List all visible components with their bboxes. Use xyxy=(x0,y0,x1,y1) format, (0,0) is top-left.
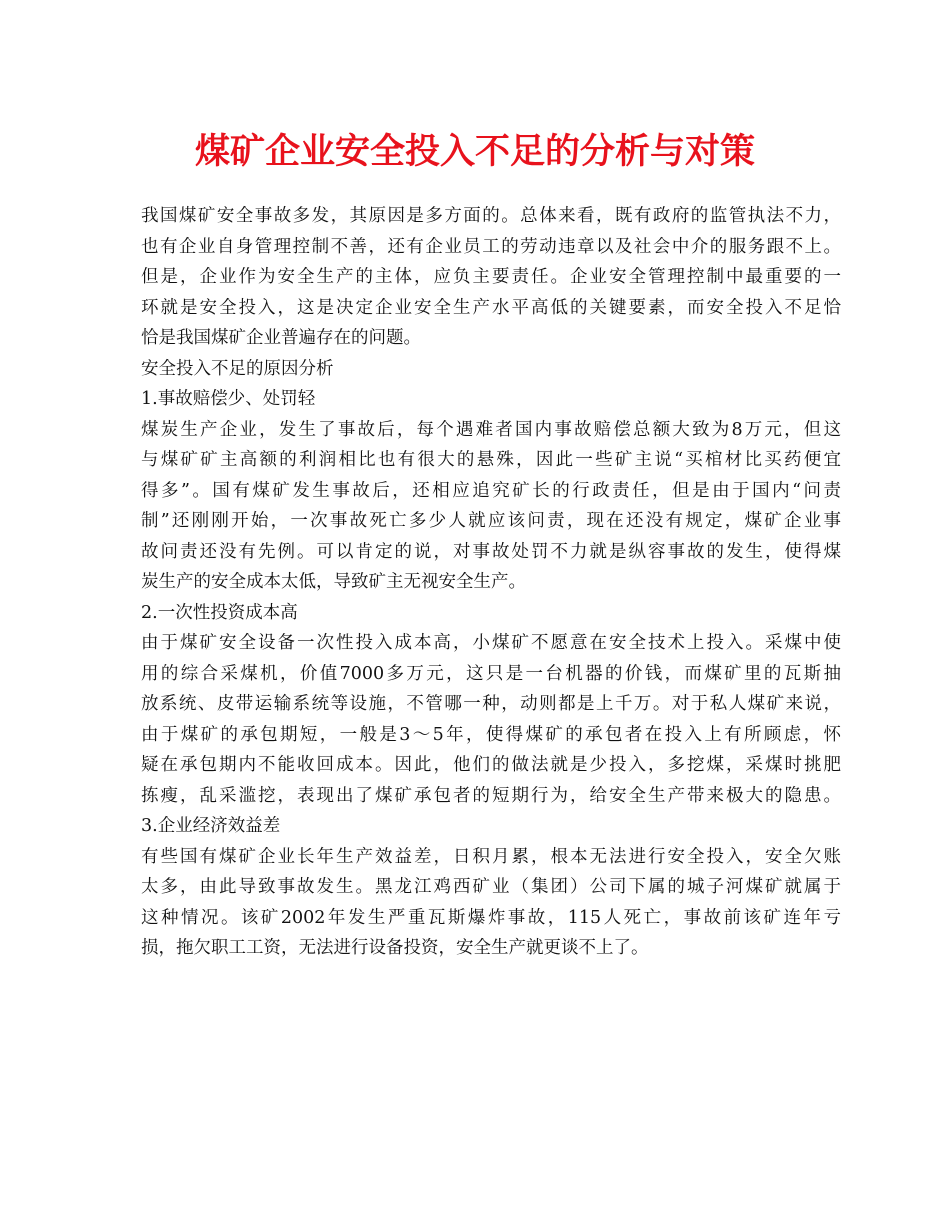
paragraph-line: 制”还刚刚开始，一次事故死亡多少人就应该问责，现在还没有规定，煤矿企业事 xyxy=(141,511,841,531)
paragraph-line: 故问责还没有先例。可以肯定的说，对事故处罚不力就是纵容事故的发生，使得煤 xyxy=(141,541,841,562)
paragraph-line: 我国煤矿安全事故多发，其原因是多方面的。总体来看，既有政府的监管执法不力， xyxy=(141,206,841,226)
document-title: 煤矿企业安全投入不足的分析与对策 xyxy=(194,131,755,172)
section-heading-line: 3.企业经济效益差 xyxy=(141,816,281,836)
paragraph-line: 由于煤矿安全设备一次性投入成本高，小煤矿不愿意在安全技术上投入。采煤中使 xyxy=(141,633,841,653)
paragraph-line: 损，拖欠职工工资，无法进行设备投资，安全生产就更谈不上了。 xyxy=(141,938,649,958)
paragraph-line: 但是，企业作为安全生产的主体，应负主要责任。企业安全管理控制中最重要的一 xyxy=(141,267,841,287)
paragraph-line: 这种情况。该矿2002年发生严重瓦斯爆炸事故，115人死亡，事故前该矿连年亏 xyxy=(141,907,841,928)
paragraph-line: 太多，由此导致事故发生。黑龙江鸡西矿业（集团）公司下属的城子河煤矿就属于 xyxy=(141,877,841,897)
section-heading-line: 1.事故赔偿少、处罚轻 xyxy=(141,389,316,409)
paragraph-line: 也有企业自身管理控制不善，还有企业员工的劳动违章以及社会中介的服务跟不上。 xyxy=(141,236,841,257)
paragraph-line: 拣瘦，乱采滥挖，表现出了煤矿承包者的短期行为，给安全生产带来极大的隐患。 xyxy=(141,785,841,806)
paragraph-line: 有些国有煤矿企业长年生产效益差，日积月累，根本无法进行安全投入，安全欠账 xyxy=(141,846,841,867)
paragraph-line: 放系统、皮带运输系统等设施，不管哪一种，动则都是上千万。对于私人煤矿来说， xyxy=(141,694,841,714)
paragraph-line: 疑在承包期内不能收回成本。因此，他们的做法就是少投入，多挖煤，采煤时挑肥 xyxy=(141,755,841,775)
paragraph-line: 得多”。国有煤矿发生事故后，还相应追究矿长的行政责任，但是由于国内“问责 xyxy=(141,480,841,501)
paragraph-line: 恰是我国煤矿企业普遍存在的问题。 xyxy=(141,328,421,348)
section-heading-line: 安全投入不足的原因分析 xyxy=(141,358,334,379)
paragraph-line: 炭生产的安全成本太低，导致矿主无视安全生产。 xyxy=(141,572,526,592)
paragraph-line: 与煤矿矿主高额的利润相比也有很大的悬殊，因此一些矿主说“买棺材比买药便宜 xyxy=(141,450,841,470)
paragraph-line: 由于煤矿的承包期短，一般是3～5年，使得煤矿的承包者在投入上有所顾虑，怀 xyxy=(141,724,841,745)
paragraph-line: 用的综合采煤机，价值7000多万元，这只是一台机器的价钱，而煤矿里的瓦斯抽 xyxy=(141,663,841,684)
document-body xyxy=(141,201,841,964)
paragraph-line: 煤炭生产企业，发生了事故后，每个遇难者国内事故赔偿总额大致为8万元，但这 xyxy=(141,419,841,440)
paragraph-line: 环就是安全投入，这是决定企业安全生产水平高低的关键要素，而安全投入不足恰 xyxy=(141,297,841,318)
section-heading-line: 2.一次性投资成本高 xyxy=(141,602,298,623)
